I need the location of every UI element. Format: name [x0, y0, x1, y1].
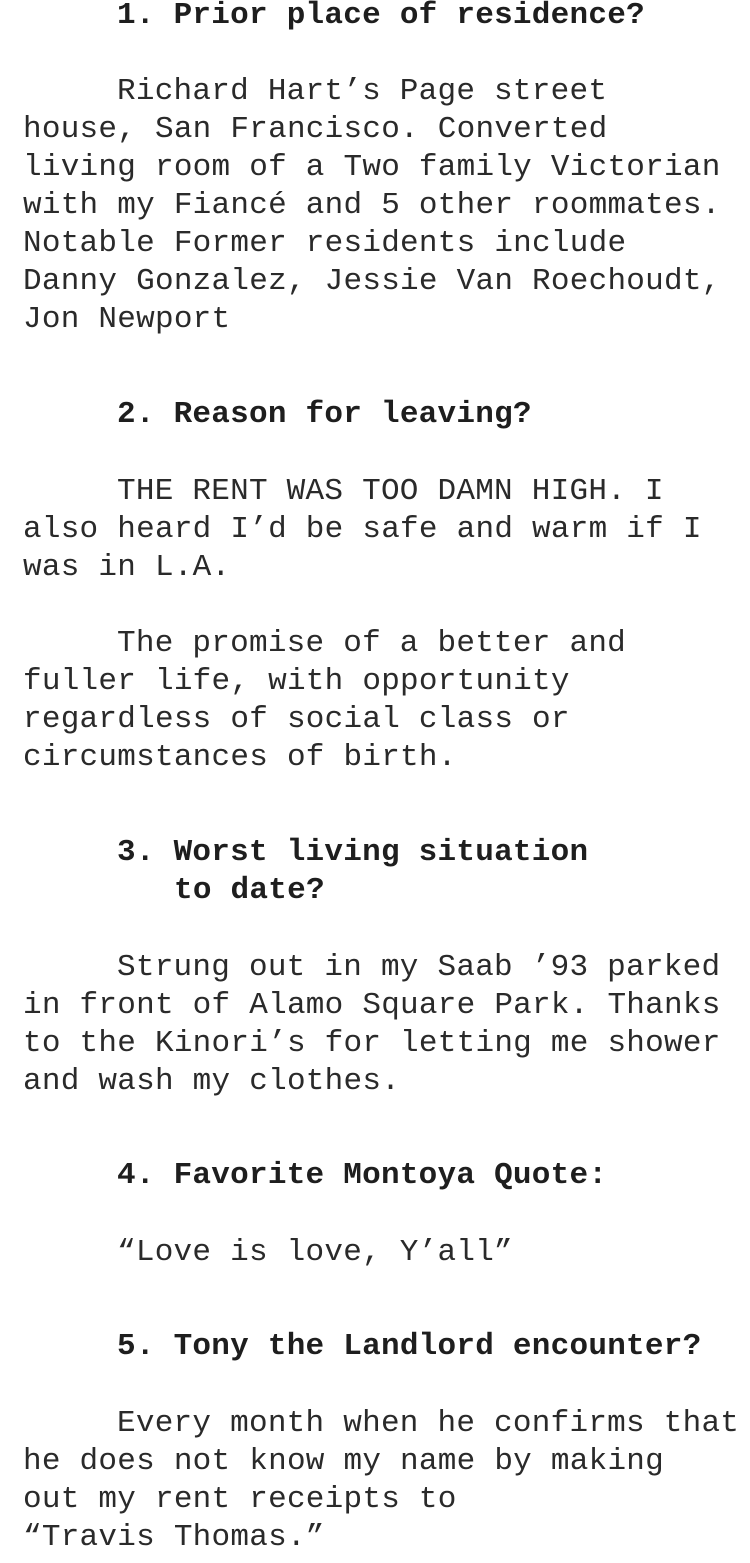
answer-1-line-4: with my Fiancé and 5 other roommates. — [23, 188, 721, 223]
answer-1-line-5: Notable Former residents include — [23, 226, 627, 261]
answer-1-line-3: living room of a Two family Victorian — [23, 150, 721, 185]
answer-1-line-2: house, San Francisco. Converted — [23, 112, 608, 147]
question-5-number: 5. — [117, 1329, 155, 1364]
answer-2-line-1: THE RENT WAS TOO DAMN HIGH. I — [117, 474, 664, 509]
question-2-title: Reason for leaving? — [173, 397, 532, 432]
question-3-title-line-2: to date? — [174, 873, 325, 908]
question-1-title: Prior place of residence? — [173, 0, 645, 33]
answer-2b-line-1: The promise of a better and — [117, 626, 627, 661]
answer-5-line-3: out my rent receipts to — [23, 1482, 457, 1517]
question-3-title-line-1: Worst living situation — [173, 835, 589, 870]
question-2-heading — [117, 396, 532, 434]
question-4-number: 4. — [117, 1158, 155, 1193]
question-3-number: 3. — [117, 835, 155, 870]
answer-3-line-2: in front of Alamo Square Park. Thanks — [23, 988, 721, 1023]
answer-1-line-6: Danny Gonzalez, Jessie Van Roechoudt, — [23, 264, 721, 299]
question-1-heading — [117, 0, 645, 35]
answer-3-line-4: and wash my clothes. — [23, 1064, 401, 1099]
answer-1-line-7: Jon Newport — [23, 302, 231, 337]
answer-2b-line-2: fuller life, with opportunity — [23, 664, 570, 699]
question-5-title: Tony the Landlord encounter? — [173, 1329, 702, 1364]
question-5-heading — [117, 1328, 701, 1366]
answer-2b-line-4: circumstances of birth. — [23, 740, 457, 775]
answer-2-line-3: was in L.A. — [23, 550, 231, 585]
question-1-number: 1. — [117, 0, 155, 33]
question-4-heading — [117, 1157, 607, 1195]
answer-3-line-1: Strung out in my Saab ’93 parked — [117, 950, 721, 985]
answer-5-line-4: “Travis Thomas.” — [23, 1520, 325, 1555]
question-4-title: Favorite Montoya Quote: — [173, 1158, 608, 1193]
answer-3-line-3: to the Kinori’s for letting me shower — [23, 1026, 721, 1061]
answer-1-line-1: Richard Hart’s Page street — [117, 74, 608, 109]
question-2-number: 2. — [117, 397, 155, 432]
answer-2-line-2: also heard I’d be safe and warm if I — [23, 512, 702, 547]
answer-2b-line-3: regardless of social class or — [23, 702, 570, 737]
answer-5-line-1: Every month when he confirms that — [117, 1406, 740, 1441]
question-3-heading — [117, 834, 588, 872]
answer-4-line-1: “Love is love, Y’all” — [117, 1235, 513, 1270]
answer-5-line-2: he does not know my name by making — [23, 1444, 665, 1479]
